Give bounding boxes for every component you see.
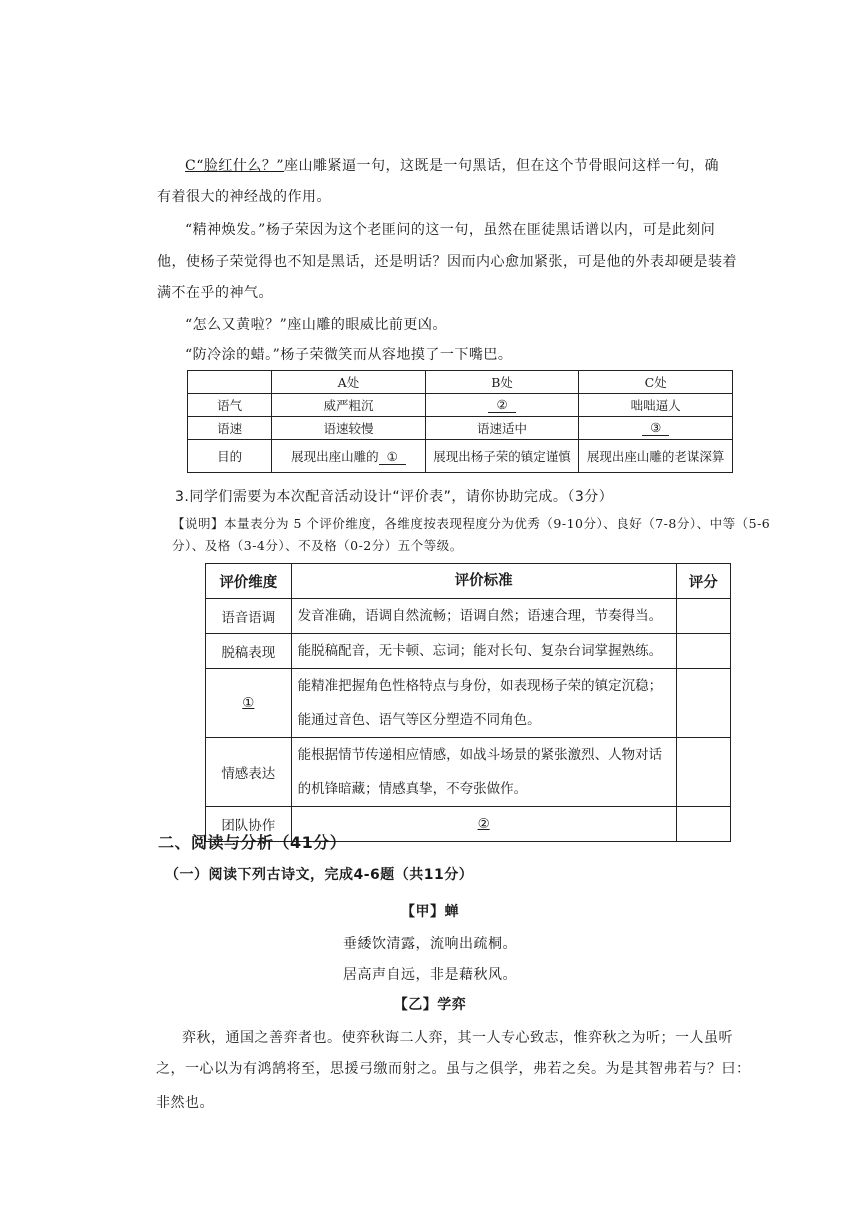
prose-line: 弈秋，通国之善弈者也。使弈秋诲二人弈，其一人专心致志，惟弈秋之为听；一人虽听 <box>182 1030 733 1046</box>
prose-title: 【乙】学弈 <box>393 997 467 1013</box>
table-cell: 展现出座山雕的老谋深算 <box>579 440 733 473</box>
table-cell <box>579 417 733 440</box>
table-header: C处 <box>579 371 733 394</box>
table-cell <box>291 807 676 842</box>
passage-line: 他，使杨子荣觉得也不知是黑话，还是明话？因而内心愈加紧张，可是他的外表却硬是装着 <box>157 254 737 270</box>
section-title: 二、阅读与分析（41分） <box>158 833 347 852</box>
note-line: 【说明】本量表分为 5 个评价维度，各维度按表现程度分为优秀（9-10分）、良好（7-8分）、中等（5-6 <box>172 516 771 531</box>
section-subtitle: （一）阅读下列古诗文，完成4-6题（共11分） <box>165 867 474 883</box>
table-header: B处 <box>425 371 579 394</box>
table-cell: 咄咄逼人 <box>579 394 733 417</box>
score-cell <box>676 807 730 842</box>
table-cell <box>425 394 579 417</box>
score-cell <box>676 738 730 807</box>
table-cell: 语音语调 <box>206 599 292 634</box>
table-cell: 发音准确，语调自然流畅；语调自然；语速合理，节奏得当。 <box>291 599 676 634</box>
table-cell: 语气 <box>188 394 272 417</box>
table-cell <box>206 669 292 738</box>
table-cell <box>291 738 676 807</box>
cell-line: 的机锋暗藏；情感真挚，不夸张做作。 <box>297 781 528 797</box>
cell-line: 能根据情节传递相应情感，如战斗场景的紧张激烈、人物对话 <box>297 747 663 763</box>
table-cell: 语速较慢 <box>272 417 426 440</box>
table-cell: 能脱稿配音，无卡顿、忘词；能对长句、复杂台词掌握熟练。 <box>291 634 676 669</box>
passage-line: “精神焕发。”杨子荣因为这个老匪问的这一句，虽然在匪徒黑话谱以内，可是此刻问 <box>185 222 716 238</box>
passage-line: 有着很大的神经战的作用。 <box>157 189 331 205</box>
table-header: 评价标准 <box>291 564 676 599</box>
table-row <box>206 634 731 669</box>
question-3-title: 3.同学们需要为本次配音活动设计“评价表”，请你协助完成。（3分） <box>175 489 614 505</box>
table-row <box>188 440 733 473</box>
table-cell: 目的 <box>188 440 272 473</box>
table-header: 评分 <box>676 564 730 599</box>
table-cell: 情感表达 <box>206 738 292 807</box>
table-cell: 威严粗沉 <box>272 394 426 417</box>
tone-speed-table <box>187 370 733 473</box>
score-cell <box>676 634 730 669</box>
score-cell <box>676 599 730 634</box>
table-header: A处 <box>272 371 426 394</box>
answer-blank: ② <box>488 397 515 413</box>
table-header <box>188 371 272 394</box>
table-header: 评价维度 <box>206 564 292 599</box>
table-cell: 语速适中 <box>425 417 579 440</box>
table-row <box>206 738 731 807</box>
table-cell <box>291 669 676 738</box>
cell-text: 展现出座山雕的 <box>291 449 379 464</box>
passage-c-marker: C“脸红什么？” <box>185 158 285 174</box>
answer-blank: ② <box>477 816 490 832</box>
table-cell: 脱稿表现 <box>206 634 292 669</box>
passage-line: “怎么又黄啦？”座山雕的眼威比前更凶。 <box>185 317 447 333</box>
table-cell: 展现出杨子荣的镇定谨慎 <box>425 440 579 473</box>
cell-line: 能通过音色、语气等区分塑造不同角色。 <box>297 712 541 728</box>
passage-text: 座山雕紧逼一句，这既是一句黑话，但在这个节骨眼问这样一句，确 <box>284 158 720 174</box>
cell-line: 能精准把握角色性格特点与身份，如表现杨子荣的镇定沉稳； <box>297 678 663 694</box>
prose-line: 非然也。 <box>156 1095 214 1111</box>
prose-line: 之，一心以为有鸿鹄将至，思援弓缴而射之。虽与之俱学，弗若之矣。为是其智弗若与？曰： <box>156 1061 751 1077</box>
table-row <box>188 417 733 440</box>
table-cell <box>272 440 426 473</box>
table-row <box>206 599 731 634</box>
poem-line: 垂緌饮清露，流响出疏桐。 <box>343 936 517 952</box>
poem-title: 【甲】蝉 <box>401 904 459 920</box>
table-cell: 语速 <box>188 417 272 440</box>
note-line: 分）、及格（3-4分）、不及格（0-2分）五个等级。 <box>172 538 463 553</box>
passage-line: 满不在乎的神气。 <box>157 285 273 301</box>
passage-line <box>185 155 719 175</box>
answer-blank: ① <box>242 695 255 711</box>
table-cell: 团队协作 <box>206 807 292 842</box>
score-cell <box>676 669 730 738</box>
table-row <box>206 669 731 738</box>
answer-blank: ③ <box>642 420 669 436</box>
poem-line: 居高声自远，非是藉秋风。 <box>343 967 517 983</box>
answer-blank: ① <box>379 449 406 465</box>
passage-line: “防冷涂的蜡。”杨子荣微笑而从容地摸了一下嘴巴。 <box>185 347 513 363</box>
evaluation-table <box>205 563 731 842</box>
table-row <box>188 394 733 417</box>
